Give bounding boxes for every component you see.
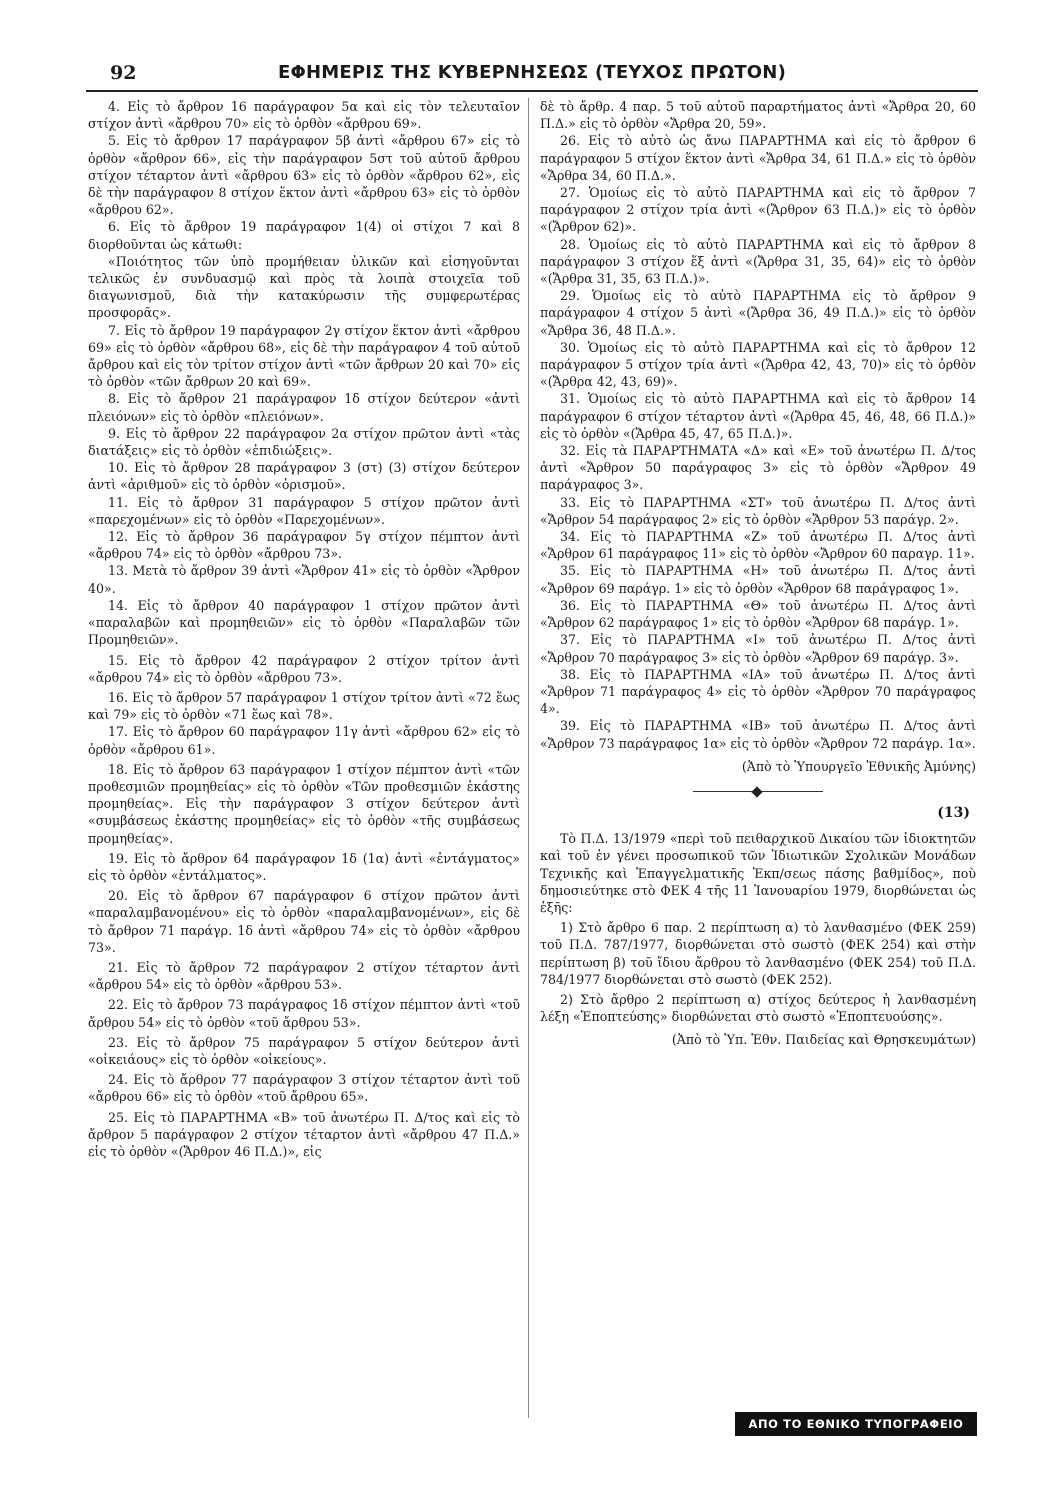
left-column [88,98,520,1160]
correction-item: 29. Ὁμοίως εἰς τὸ αὐτὸ ΠΑΡΑΡΤΗΜΑ εἰς τὸ ἄρθρον 9 παράγραφον 4 στίχον 5 ἀντὶ «(Ἄρθρα 36, 49 Π.Δ.)» εἰς τὸ ὀρθὸν «Ἄρθρα 36, 48 Π.Δ.». [540,288,976,338]
correction-item: 34. Εἰς τὸ ΠΑΡΑΡΤΗΜΑ «Ζ» τοῦ ἀνωτέρω Π. Δ/τος ἀντὶ «Ἄρθρον 61 παράγραφος 11» εἰς τὸ ὀρθὸν «Ἄρθρον 60 παραγρ. 11». [540,529,976,562]
correction-item: 32. Εἰς τὰ ΠΑΡΑΡΤΗΜΑΤΑ «Δ» καὶ «Ε» τοῦ ἀνωτέρω Π. Δ/τος ἀντὶ «Ἄρθρον 50 παράγραφος 3» εἰς τὸ ὀρθὸν «Ἄρθρον 49 παράγραφος 3». [540,443,976,493]
correction-item: 4. Εἰς τὸ ἄρθρον 16 παράγραφον 5α καὶ εἰς τὸν τελευταῖον στίχον ἀντὶ «ἄρθρου 70» εἰς τὸ ὀρθὸν «ἄρθρου 69». [88,99,520,132]
correction-item: 8. Εἰς τὸ ἄρθρον 21 παράγραφον 1δ στίχον δεύτερον «ἀντὶ πλειόνων» εἰς τὸ ὀρθὸν «πλειόνων». [88,391,520,424]
correction-item: 7. Εἰς τὸ ἄρθρον 19 παράγραφον 2γ στίχον ἕκτον ἀντὶ «ἄρθρου 69» εἰς τὸ ὀρθὸν «ἄρθρου 68», εἰς δὲ τὴν παράγραφον 4 τοῦ αὐτοῦ ἄρθρου καὶ εἰς τὸν τρίτον στίχον ἀντὶ «τῶν ἄρθρων 20 καὶ 70» εἰς τὸ ὀρθὸν «τῶν ἄρθρων 20 καὶ 69». [88,322,520,390]
section-number: (13) [937,804,970,821]
right-column [540,98,976,1049]
correction-item: 25. Εἰς τὸ ΠΑΡΑΡΤΗΜΑ «Β» τοῦ ἀνωτέρω Π. Δ/τος καὶ εἰς τὸ ἄρθρον 5 παράγραφον 2 στίχον τέταρτον ἀντὶ «ἄρθρου 47 Π.Δ.» εἰς τὸ ὀρθὸν «(Ἄρθρον 46 Π.Δ.)», εἰς [88,1109,520,1159]
quoted-text: «Ποιότητος τῶν ὑπὸ προμήθειαν ὑλικῶν καὶ εἰσηγοῦνται τελικῶς ἐν συνδυασμῷ καὶ πρὸς τὰ λοιπὰ στοιχεῖα τοῦ διαγωνισμοῦ, διὰ τὴν κατακύρωσιν τῆς συμφερωτέρας προσφορᾶς». [88,253,520,321]
correction-item: δὲ τὸ ἄρθρ. 4 παρ. 5 τοῦ αὐτοῦ παραρτήματος ἀντὶ «Ἄρθρα 20, 60 Π.Δ.» εἰς τὸ ὀρθὸν «Ἄρθρα 20, 59». [540,99,976,132]
correction-item: 10. Εἰς τὸ ἄρθρον 28 παράγραφον 3 (στ) (3) στίχον δεύτερον ἀντὶ «ἀριθμοῦ» εἰς τὸ ὀρθὸν «ὁρισμοῦ». [88,460,520,493]
correction-item: 30. Ὁμοίως εἰς τὸ αὐτὸ ΠΑΡΑΡΤΗΜΑ καὶ εἰς τὸ ἄρθρον 12 παράγραφον 5 στίχον τρία ἀντὶ «(Ἄρθρα 42, 43, 70)» εἰς τὸ ὀρθὸν «(Ἄρθρα 42, 43, 69)». [540,339,976,390]
correction-item: 27. Ὁμοίως εἰς τὸ αὐτὸ ΠΑΡΑΡΤΗΜΑ καὶ εἰς τὸ ἄρθρον 7 παράγραφον 2 στίχον τρία ἀντὶ «(Ἄρθρον 63 Π.Δ.)» εἰς τὸ ὀρθὸν «(Ἄρθρον 62)». [540,185,976,235]
correction-item: 6. Εἰς τὸ ἄρθρον 19 παράγραφον 1(4) οἱ στίχοι 7 καὶ 8 διορθοῦνται ὡς κάτωθι: [88,219,520,252]
correction-item: 36. Εἰς τὸ ΠΑΡΑΡΤΗΜΑ «Θ» τοῦ ἀνωτέρω Π. Δ/τος ἀντὶ «Ἄρθρον 62 παράγραφος 1» εἰς τὸ ὀρθὸν «Ἄρθρον 68 παράγρ. 1». [540,597,976,631]
correction-item: 35. Εἰς τὸ ΠΑΡΑΡΤΗΜΑ «Η» τοῦ ἀνωτέρω Π. Δ/τος ἀντὶ «Ἄρθρον 69 παράγρ. 1» εἰς τὸ ὀρθὸν «Ἄρθρον 68 παράγραφος 1». [540,563,976,596]
correction-item: 13. Μετὰ τὸ ἄρθρον 39 ἀντὶ «Ἄρθρον 41» εἰς τὸ ὀρθὸν «Ἄρθρον 40». [88,563,520,596]
running-title: ΕΦΗΜΕΡΙΣ ΤΗΣ ΚΥΒΕΡΝΗΣΕΩΣ (ΤΕΥΧΟΣ ΠΡΩΤΟΝ) [277,62,786,83]
correction-item: 23. Εἰς τὸ ἄρθρον 75 παράγραφον 5 στίχον δεύτερον ἀντὶ «οἰκειάους» εἰς τὸ ὀρθὸν «οἰκείους». [88,1034,520,1067]
correction-item: 31. Ὁμοίως εἰς τὸ αὐτὸ ΠΑΡΑΡΤΗΜΑ καὶ εἰς τὸ ἄρθρον 14 παράγραφον 6 στίχον τέταρτον ἀντὶ «(Ἄρθρα 45, 46, 48, 66 Π.Δ.)» εἰς τὸ ὀρθὸν «(Ἄρθρα 45, 47, 65 Π.Δ.)». [540,391,976,441]
column-divider [528,98,529,1418]
section-separator [693,787,823,797]
correction-item: 19. Εἰς τὸ ἄρθρον 64 παράγραφον 1δ (1α) ἀντὶ «ἐντάγματος» εἰς τὸ ὀρθὸν «ἐντάλματος». [88,850,520,883]
correction-item: 28. Ὁμοίως εἰς τὸ αὐτὸ ΠΑΡΑΡΤΗΜΑ καὶ εἰς τὸ ἄρθρον 8 παράγραφον 3 στίχον ἕξ ἀντὶ «(Ἄρθρα 31, 35, 64)» εἰς τὸ ὀρθὸν «(Ἄρθρα 31, 35, 63 Π.Δ.)». [540,236,976,287]
page-number: 92 [110,62,137,84]
correction-item: 2) Στὸ ἄρθρο 2 περίπτωση α) στίχος δεύτερος ἡ λανθασμένη λέξη «Ἐποπτεύσης» διορθώνεται στὸ σωστὸ «Ἐποπτευούσης». [540,991,976,1025]
header-rule [86,90,978,92]
correction-item: 12. Εἰς τὸ ἄρθρον 36 παράγραφον 5γ στίχον πέμπτον ἀντὶ «ἄρθρου 74» εἰς τὸ ὀρθὸν «ἄρθρου 73». [88,529,520,562]
correction-item: 14. Εἰς τὸ ἄρθρον 40 παράγραφον 1 στίχον πρῶτον ἀντὶ «παραλαβῶν καὶ προμηθειῶν» εἰς τὸ ὀρθὸν «Παραλαβῶν τῶν Προμηθειῶν». [88,597,520,648]
source-attribution: (Ἀπὸ τὸ Ὑπ. Ἐθν. Παιδείας καὶ Θρησκευμάτων) [671,1032,976,1048]
correction-item: 1) Στὸ ἄρθρο 6 παρ. 2 περίπτωση α) τὸ λανθασμένο (ΦΕΚ 259) τοῦ Π.Δ. 787/1977, διορθώνεται στὸ σωστὸ (ΦΕΚ 254) καὶ στὴν περίπτωση β) τοῦ ἴδιου ἄρθρου τὸ λανθασμένο (ΦΕΚ 254) τοῦ Π.Δ. 784/1977 διορθώνεται στὸ σωστὸ (ΦΕΚ 252). [540,920,976,987]
correction-item: 26. Εἰς τὸ αὐτὸ ὡς ἄνω ΠΑΡΑΡΤΗΜΑ καὶ εἰς τὸ ἄρθρον 6 παράγραφον 5 στίχον ἕκτον ἀντὶ «Ἄρθρα 34, 61 Π.Δ.» εἰς τὸ ὀρθὸν «Ἄρθρα 34, 60 Π.Δ.». [540,133,976,183]
source-attribution: (Ἀπὸ τὸ Ὑπουργεῖο Ἐθνικῆς Ἀμύνης) [741,758,976,774]
correction-item: 17. Εἰς τὸ ἄρθρον 60 παράγραφον 11γ ἀντὶ «ἄρθρου 62» εἰς τὸ ὀρθὸν «ἄρθρου 61». [88,724,520,757]
correction-item: 16. Εἰς τὸ ἄρθρον 57 παράγραφον 1 στίχον τρίτον ἀντὶ «72 ἕως καὶ 79» εἰς τὸ ὀρθὸν «71 ἕως καὶ 78». [88,689,520,723]
correction-item: 21. Εἰς τὸ ἄρθρον 72 παράγραφον 2 στίχον τέταρτον ἀντὶ «ἄρθρου 54» εἰς τὸ ὀρθὸν «ἄρθρου 53». [88,959,520,993]
correction-item: 37. Εἰς τὸ ΠΑΡΑΡΤΗΜΑ «Ι» τοῦ ἀνωτέρω Π. Δ/τος ἀντὶ «Ἄρθρον 70 παράγραφος 3» εἰς τὸ ὀρθὸν «Ἄρθρον 69 παράγρ. 3». [540,632,976,665]
printer-mark: ΑΠΟ ΤΟ ΕΘΝΙΚΟ ΤΥΠΟΓΡΑΦΕΙΟ [735,1412,977,1436]
correction-item: 39. Εἰς τὸ ΠΑΡΑΡΤΗΜΑ «ΙΒ» τοῦ ἀνωτέρω Π. Δ/τος ἀντὶ «Ἄρθρον 73 παράγραφος 1α» εἰς τὸ ὀρθὸν «Ἄρθρον 72 παράγρ. 1α». [540,718,976,751]
correction-item: 33. Εἰς τὸ ΠΑΡΑΡΤΗΜΑ «ΣΤ» τοῦ ἀνωτέρω Π. Δ/τος ἀντὶ «Ἄρθρον 54 παράγραφος 2» εἰς τὸ ὀρθὸν «Ἄρθρον 53 παράγρ. 2». [540,494,976,527]
correction-item: 18. Εἰς τὸ ἄρθρον 63 παράγραφον 1 στίχον πέμπτον ἀντὶ «τῶν προθεσμιῶν προμηθείας» εἰς τὸ ὀρθὸν «Τῶν προθεσμιῶν ἑκάστης προμηθείας». Εἰς τὴν παράγραφον 3 στίχον δεύτερον ἀντὶ «συμβάσεως ἑκάστης προμηθείας» εἰς τὸ ὀρθὸν «τῆς συμβάσεως προμηθείας». [88,761,520,846]
correction-item: 20. Εἰς τὸ ἄρθρον 67 παράγραφον 6 στίχον πρῶτον ἀντὶ «παραλαμβανομένου» εἰς τὸ ὀρθὸν «παραλαμβανομένων», εἰς δὲ τὸ ἄρθρον 71 παράγρ. 1δ ἀντὶ «ἄρθρου 74» εἰς τὸ ὀρθὸν «ἄρθρου 73». [88,888,520,955]
correction-item: 22. Εἰς τὸ ἄρθρον 73 παράγραφος 1δ στίχον πέμπτον ἀντὶ «τοῦ ἄρθρου 54» εἰς τὸ ὀρθὸν «τοῦ ἄρθρου 53». [88,997,520,1030]
correction-item: 38. Εἰς τὸ ΠΑΡΑΡΤΗΜΑ «ΙΑ» τοῦ ἀνωτέρω Π. Δ/τος ἀντὶ «Ἄρθρον 71 παράγραφος 4» εἰς τὸ ὀρθὸν «Ἄρθρον 70 παράγραφος 4». [540,666,976,717]
correction-item: 11. Εἰς τὸ ἄρθρον 31 παράγραφον 5 στίχον πρῶτον ἀντὶ «παρεχομένων» εἰς τὸ ὀρθὸν «Παρεχομένων». [88,494,520,527]
page-header [86,58,978,88]
separator-diamond [751,786,762,797]
correction-item: 5. Εἰς τὸ ἄρθρον 17 παράγραφον 5β ἀντὶ «ἄρθρου 67» εἰς τὸ ὀρθὸν «ἄρθρον 66», εἰς τὴν παράγραφον 5στ τοῦ αὐτοῦ ἄρθρου στίχον τέταρτον ἀντὶ «ἄρθρου 63» εἰς τὸ ὀρθὸν «ἄρθρου 62», εἰς δὲ τὴν παράγραφον 8 στίχον ἕκτον ἀντὶ «ἄρθρου 63» εἰς τὸ ὀρθὸν «ἄρθρου 62». [88,133,520,218]
decree-intro: Τὸ Π.Δ. 13/1979 «περὶ τοῦ πειθαρχικοῦ Δικαίου τῶν ἰδιοκτητῶν καὶ τοῦ ἐν γένει προσωπικοῦ τῶν Ἰδιωτικῶν Σχολικῶν Μονάδων Τεχνικῆς καὶ Ἐπαγγελματικῆς Ἐκπ/σεως πάσης βαθμίδος», ποὺ δημοσιεύτηκε στὸ ΦΕΚ 4 τῆς 11 Ἰανουαρίου 1979, διορθώνεται ὡς ἑξῆς: [540,831,976,915]
correction-item: 15. Εἰς τὸ ἄρθρον 42 παράγραφον 2 στίχον τρίτον ἀντὶ «ἄρθρου 74» εἰς τὸ ὀρθὸν «ἄρθρου 73». [88,652,520,685]
correction-item: 9. Εἰς τὸ ἄρθρον 22 παράγραφον 2α στίχον πρῶτον ἀντὶ «τὰς διατάξεις» εἰς τὸ ὀρθὸν «ἐπιδιώξεις». [88,425,520,459]
correction-item: 24. Εἰς τὸ ἄρθρον 77 παράγραφον 3 στίχον τέταρτον ἀντὶ τοῦ «ἄρθρου 66» εἰς τὸ ὀρθὸν «τοῦ ἄρθρου 65». [88,1072,520,1105]
